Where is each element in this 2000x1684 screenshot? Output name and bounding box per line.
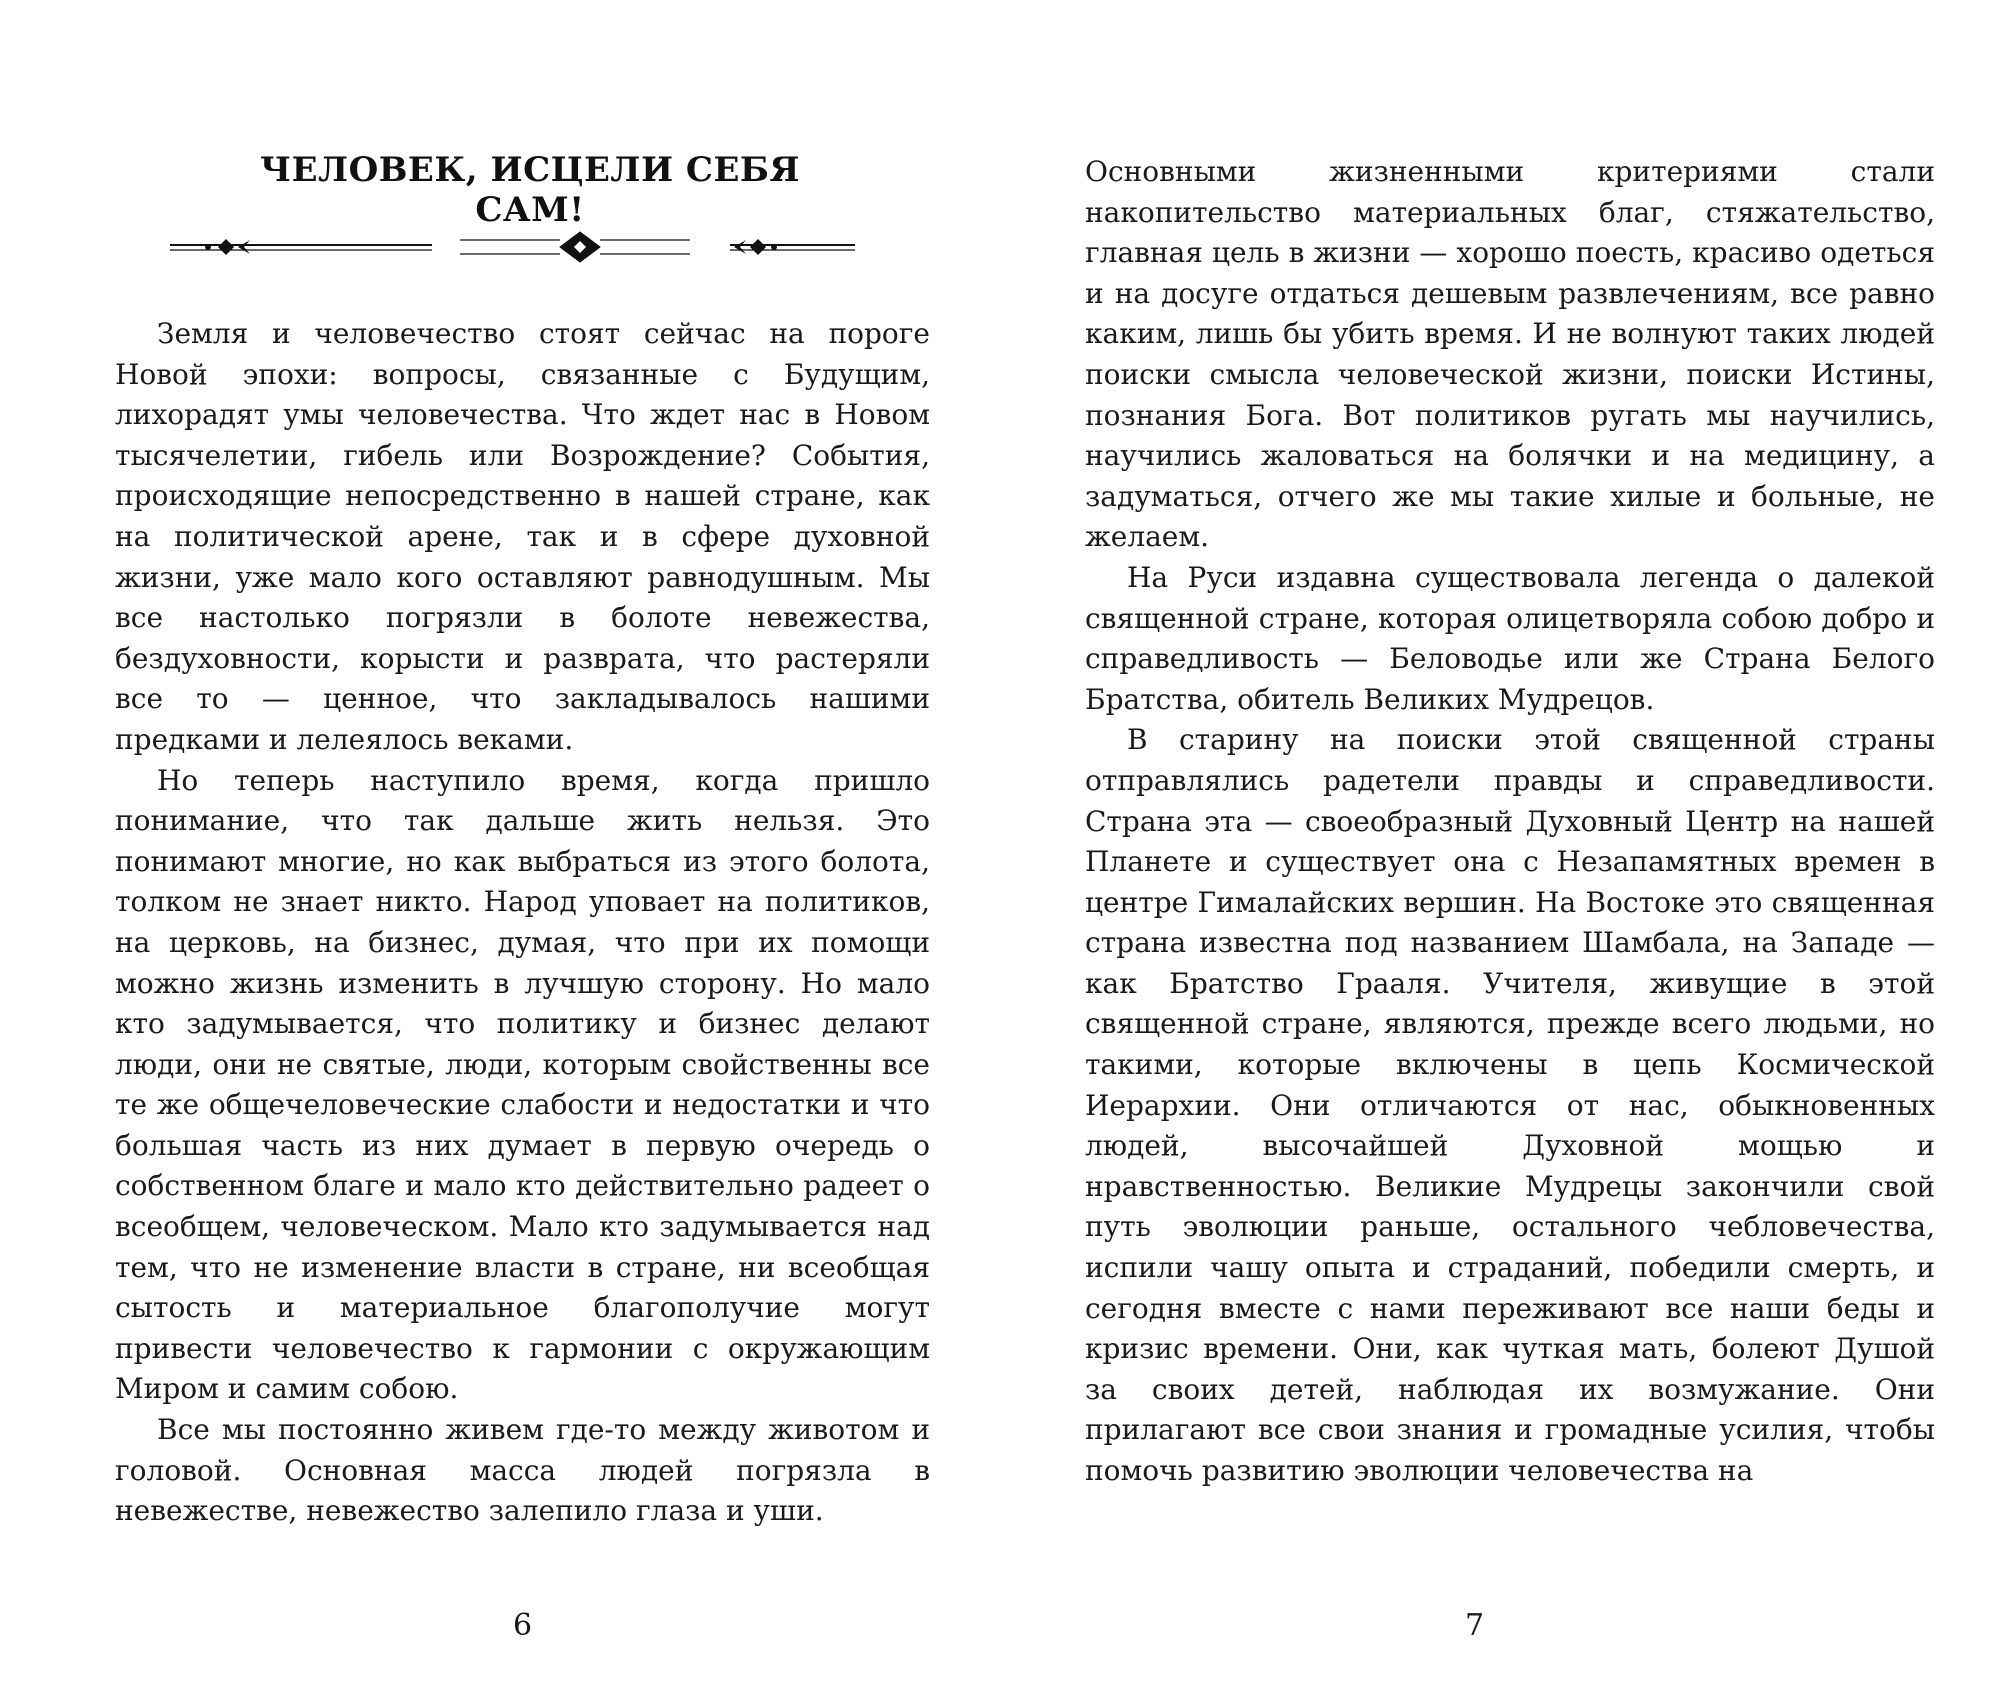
paragraph: В старину на поиски этой священной страны отправлялись радетели правды и справедливости. Страна эта — своеобразный Духовный Центр на нашей Планете и существует она с Незапамятных времен в центре Гималайских вершин. На Востоке это священная страна известна под названием Шамбала, на Западе — как Братство Грааля. Учителя, живущие в этой священной стране, являются, прежде всего людьми, но такими, которые включены в цепь Космической Иерархии. Они отличаются от нас, обыкновенных людей, высочайшей Духовной мощью и нравственностью. Великие Мудрецы закончили свой путь эволюции раньше, остального чебловечества, испили чашу опыта и страданий, победили смерть, и сегодня вместе с нами переживают все наши беды и кризис времени. Они, как чуткая мать, болеют Душой за своих детей, наблюдая их возмужание. Они прилагают все свои знания и громадные усилия, чтобы помочь развитию эволюции человечества на: [1085, 723, 1935, 1487]
page-number: 6: [513, 1608, 533, 1643]
paragraph: На Руси издавна существовала легенда о далекой священной стране, которая олицетворяла собою добро и справедливость — Беловодье или же Страна Белого Братства, обитель Великих Мудрецов.: [1085, 560, 1935, 716]
ornament-right-rule: [730, 245, 855, 250]
paragraph: Все мы постоянно живем где-то между животом и головой. Основная масса людей погрязла в невежестве, невежество залепило глаза и уши.: [115, 1413, 930, 1528]
paragraph: Но теперь наступило время, когда пришло понимание, что так дальше жить нельзя. Это понимают многие, но как выбраться из этого болота, толком не знает никто. Народ уповает на политиков, на церковь, на бизнес, думая, что при их помощи можно жизнь изменить в лучшую сторону. Но мало кто задумывается, что политику и бизнес делают люди, они не святые, люди, которым свойственны все те же общечеловеческие слабости и недостатки и что большая часть из них думает в первую очередь о собственном благе и мало кто действительно радеет о всеобщем, человеческом. Мало кто задумывается над тем, что не изменение власти в стране, ни всеобщая сытость и материальное благополучие могут привести человечество к гармонии с окружающим Миром и самим собою.: [115, 763, 930, 1406]
right-body-text: [1085, 152, 1935, 1492]
right-page: [1000, 0, 2000, 1684]
left-body-text: [115, 314, 930, 1532]
chapter-title: ЧЕЛОВЕК, ИСЦЕЛИ СЕБЯ САМ!: [260, 150, 800, 230]
paragraph: Основными жизненными критериями стали накопительство материальных благ, стяжательство, главная цель в жизни — хорошо поесть, красиво одеться и на досуге отдаться дешевым развлечениям, все равно каким, лишь бы убить время. И не волнуют таких людей поиски смысла человеческой жизни, поиски Истины, познания Бога. Вот политиков ругать мы научились, научились жаловаться на болячки и на медицину, а задуматься, отчего же мы такие хилые и больные, не желаем.: [1085, 155, 1935, 554]
paragraph: Земля и человечество стоят сейчас на пороге Новой эпохи: вопросы, связанные с Будущим, лихорадят умы человечества. Что ждет нас в Новом тысячелетии, гибель или Возрождение? События, происходящие непосредственно в нашей стране, как на политической арене, так и в сфере духовной жизни, уже мало кого оставляют равнодушным. Мы все настолько погрязли в болоте невежества, бездуховности, корысти и разврата, что растеряли все то — ценное, что закладывалось нашими предками и лелеялось веками.: [115, 317, 930, 756]
ornament-left-diamond: [205, 239, 250, 255]
ornament-right-diamond: [734, 239, 777, 255]
ornament-divider: [170, 228, 855, 268]
page-number: 7: [1465, 1608, 1485, 1643]
ornament-center: [460, 232, 690, 262]
